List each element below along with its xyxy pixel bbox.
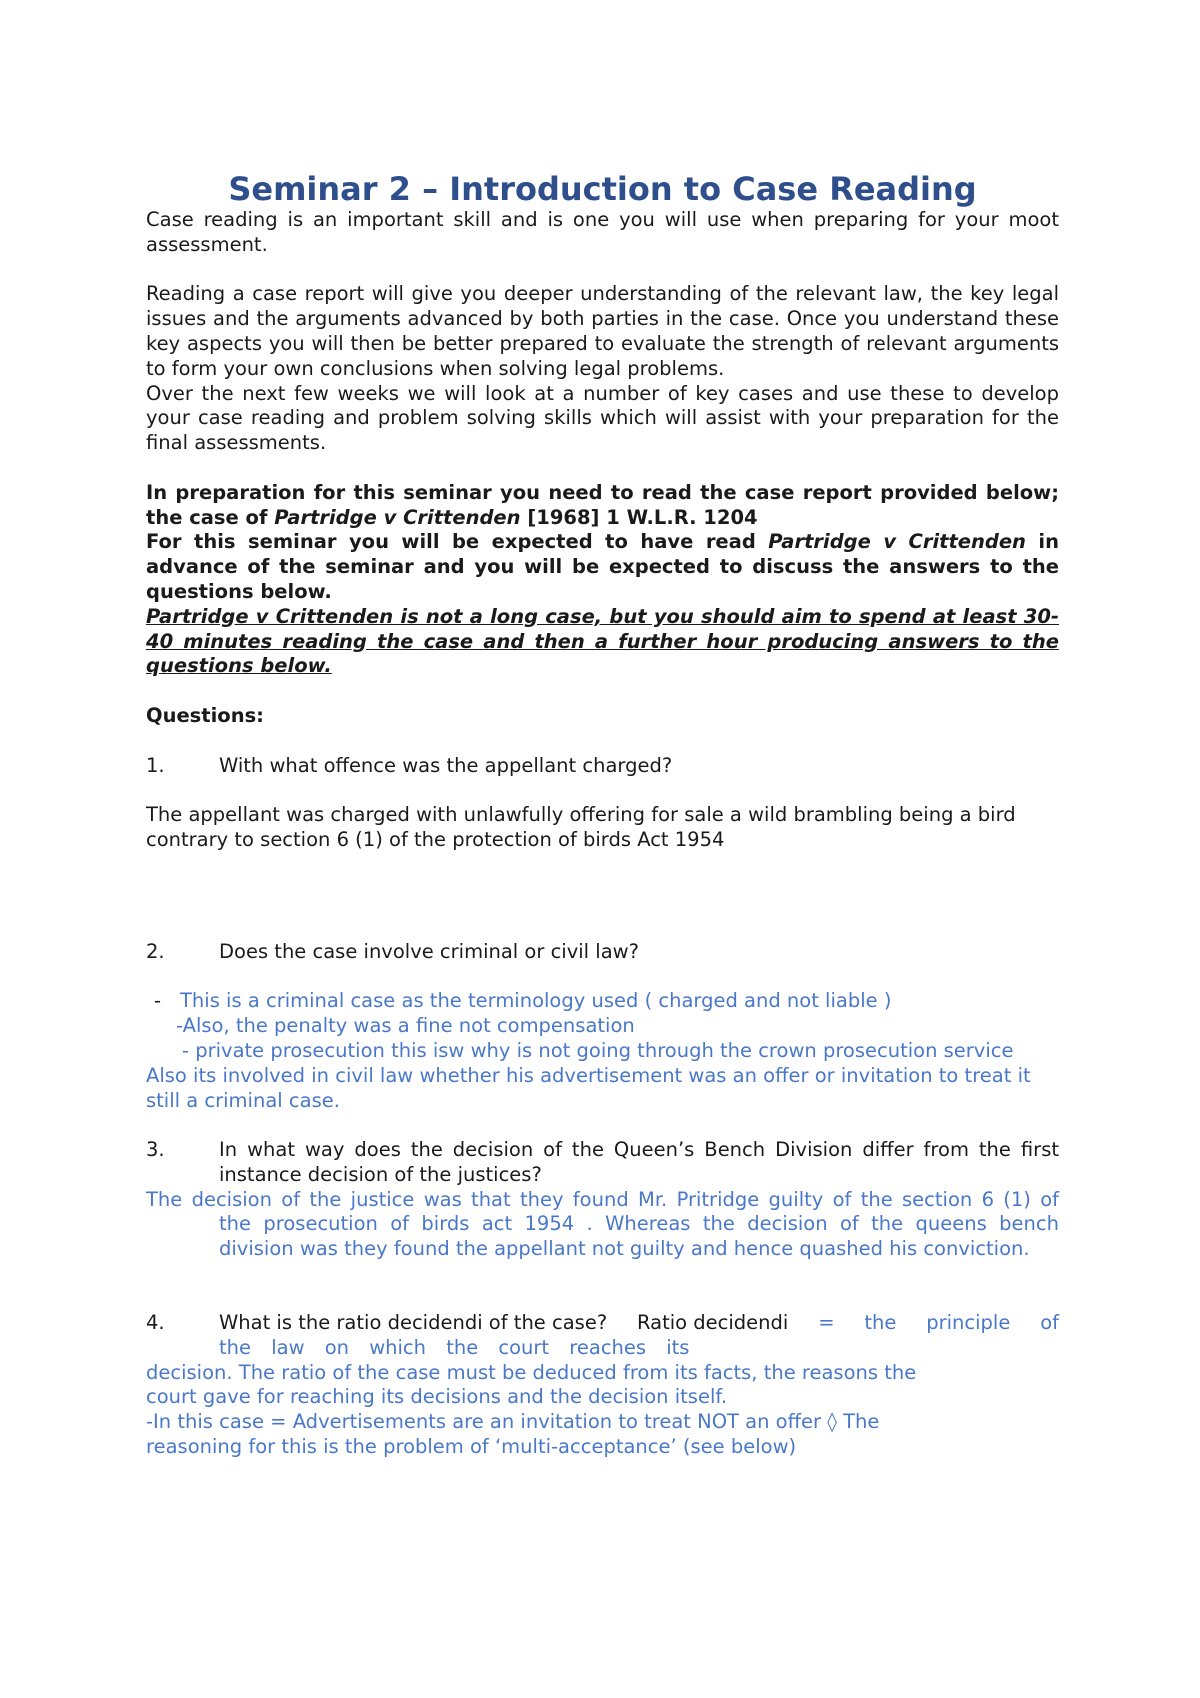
question-text: What is the ratio decidendi of the case? Ratio decidendi = the principle of <box>219 1311 1059 1335</box>
answer-4-line-4: -In this case = Advertisements are an invitation to treat NOT an offer ◊ The <box>146 1410 880 1434</box>
answer-3-first-line: The decision of the justice was that they found Mr. Pritridge guilty of the section 6 (1) of <box>146 1187 1059 1211</box>
answer-4-line-3: court gave for reaching its decisions and the decision itself. <box>146 1385 728 1409</box>
question-number: 4. <box>146 1311 165 1335</box>
document-page <box>146 170 1059 1460</box>
page-title: Seminar 2 – Introduction to Case Reading <box>228 170 977 208</box>
answer-1: The appellant was charged with unlawfully offering for sale a wild brambling being a bird contrary to section 6 (1) of the protection of birds Act 1954 <box>146 803 1016 851</box>
answer-2-line-4: Also its involved in civil law whether his advertisement was an offer or invitation to treat it still a criminal case. <box>146 1063 1031 1112</box>
questions-heading: Questions: <box>146 703 264 727</box>
intro-paragraph-2: Reading a case report will give you deeper understanding of the relevant law, the key legal issues and the arguments advanced by both parties in the case. Once you understand these key aspects you will then be better prepared to evaluate the strength of relevant arguments to form your own conclusions when solving legal problems. <box>146 282 1059 380</box>
question-number: 2. <box>146 939 165 963</box>
case-name: Partridge v Crittenden <box>274 505 521 529</box>
question-text: Does the case involve criminal or civil law? <box>219 939 639 963</box>
question-number: 1. <box>146 753 165 777</box>
intro-paragraph-3: Over the next few weeks we will look at a number of key cases and use these to develop your case reading and problem solving skills which will assist with your preparation for the final assessments. <box>146 381 1059 455</box>
answer-2-line-2: -Also, the penalty was a fine not compensation <box>176 1014 635 1038</box>
reading-time-note: Partridge v Crittenden is not a long case, but you should aim to spend at least 30-40 minutes reading the case and then a further hour producing answers to the questions below. <box>146 604 1059 678</box>
question-1 <box>146 754 1059 779</box>
question-number: 3. <box>146 1138 165 1162</box>
prep-instruction-1: In preparation for this seminar you need to read the case report provided below; the case of Partridge v Crittenden [1968] 1 W.L.R. 1204 <box>146 480 1059 529</box>
answer-4-line-1: the law on which the court reaches its <box>219 1335 690 1359</box>
question-2 <box>146 940 1059 965</box>
question-3 <box>146 1138 1059 1188</box>
answer-4-line-5: reasoning for this is the problem of ‘multi-acceptance’ (see below) <box>146 1435 797 1459</box>
question-text: In what way does the decision of the Queen’s Bench Division differ from the first instance decision of the justices? <box>219 1138 1059 1186</box>
answer-2-bullet: - This is a criminal case as the terminology used ( charged and not liable ) <box>154 989 892 1013</box>
answer-4-line-2: decision. The ratio of the case must be deduced from its facts, the reasons the <box>146 1360 917 1384</box>
case-name: Partridge v Crittenden <box>768 530 1026 554</box>
question-text: With what offence was the appellant charged? <box>219 753 673 777</box>
prep-instruction-2: For this seminar you will be expected to have read Partridge v Crittenden in advance of the seminar and you will be expected to discuss the answers to the questions below. <box>146 530 1059 603</box>
answer-3-continuation: the prosecution of birds act 1954 . Whereas the decision of the queens bench division was they found the appellant not guilty and hence quashed his conviction. <box>219 1212 1059 1261</box>
answer-2-line-3: - private prosecution this isw why is not going through the crown prosecution service <box>182 1038 1014 1062</box>
question-4 <box>146 1311 1059 1336</box>
intro-paragraph-1: Case reading is an important skill and is one you will use when preparing for your moot assessment. <box>146 208 1059 256</box>
